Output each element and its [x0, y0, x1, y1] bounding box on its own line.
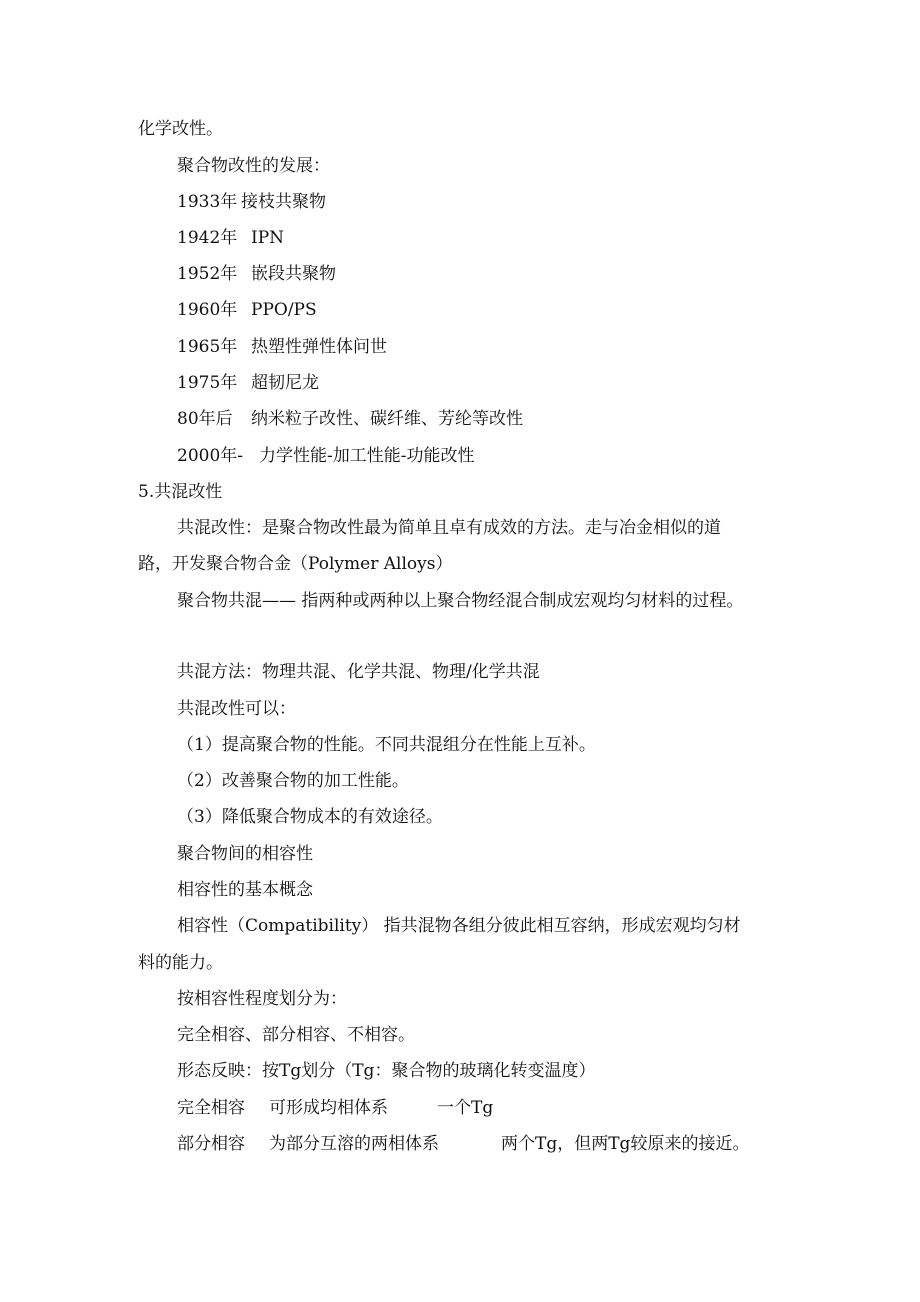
paragraph-line: 共混改性可以：	[177, 699, 296, 719]
timeline-event: 接枝共聚物	[241, 192, 326, 212]
timeline-event: IPN	[251, 228, 285, 248]
compatibility-tg: 两个Tg，但两Tg较原来的接近。	[501, 1134, 750, 1154]
timeline-year: 1965年	[177, 337, 238, 357]
paragraph-line: 料的能力。	[138, 953, 223, 973]
timeline-item	[177, 227, 284, 249]
heading-modification-history: 聚合物改性的发展：	[177, 156, 330, 176]
timeline-item	[177, 299, 317, 321]
timeline-item	[177, 408, 523, 430]
timeline-year: 2000年-	[177, 446, 244, 466]
compatibility-term: 完全相容	[177, 1098, 245, 1118]
compatibility-tg: 一个Tg	[437, 1098, 494, 1118]
paragraph-line: 共混方法：物理共混、化学共混、物理/化学共混	[177, 662, 540, 682]
paragraph-line: 完全相容、部分相容、不相容。	[177, 1025, 415, 1045]
definition-line: 聚合物共混—— 指两种或两种以上聚合物经混合制成宏观均匀材料的过程。	[177, 591, 744, 611]
timeline-event: PPO/PS	[251, 300, 317, 320]
timeline-year: 1975年	[177, 373, 238, 393]
list-item: （3）降低聚合物成本的有效途径。	[177, 807, 443, 827]
timeline-item	[177, 191, 326, 213]
timeline-item	[177, 372, 319, 394]
compatibility-term: 部分相容	[177, 1134, 245, 1154]
subheading-concept: 相容性的基本概念	[177, 880, 313, 900]
timeline-item	[177, 263, 336, 285]
section-heading-blending: 5.共混改性	[138, 482, 223, 502]
list-item: （2）改善聚合物的加工性能。	[177, 771, 409, 791]
timeline-event: 纳米粒子改性、碳纤维、芳纶等改性	[251, 409, 523, 429]
compatibility-row	[177, 1133, 749, 1155]
compatibility-description: 可形成均相体系	[269, 1098, 388, 1118]
timeline-item	[177, 336, 387, 358]
timeline-item	[177, 445, 475, 467]
compatibility-row	[177, 1097, 493, 1119]
timeline-year: 1960年	[177, 300, 238, 320]
compatibility-description: 为部分互溶的两相体系	[269, 1134, 439, 1154]
list-item: （1）提高聚合物的性能。不同共混组分在性能上互补。	[177, 735, 596, 755]
timeline-year: 80年后	[177, 409, 233, 429]
timeline-year: 1933年	[177, 192, 238, 212]
paragraph-line: 路，开发聚合物合金（Polymer Alloys）	[138, 554, 453, 574]
subheading-compatibility: 聚合物间的相容性	[177, 844, 313, 864]
timeline-event: 力学性能-加工性能-功能改性	[259, 446, 475, 466]
paragraph-line: 共混改性：是聚合物改性最为简单且卓有成效的方法。走与冶金相似的道	[177, 518, 721, 538]
paragraph-continuation: 化学改性。	[138, 119, 223, 139]
timeline-event: 嵌段共聚物	[251, 264, 336, 284]
timeline-year: 1942年	[177, 228, 238, 248]
paragraph-line: 相容性（Compatibility） 指共混物各组分彼此相互容纳，形成宏观均匀材	[177, 916, 741, 936]
paragraph-line: 形态反映：按Tg划分（Tg：聚合物的玻璃化转变温度）	[177, 1061, 596, 1081]
timeline-event: 热塑性弹性体问世	[251, 337, 387, 357]
paragraph-line: 按相容性程度划分为：	[177, 989, 347, 1009]
timeline-year: 1952年	[177, 264, 238, 284]
timeline-event: 超韧尼龙	[251, 373, 319, 393]
